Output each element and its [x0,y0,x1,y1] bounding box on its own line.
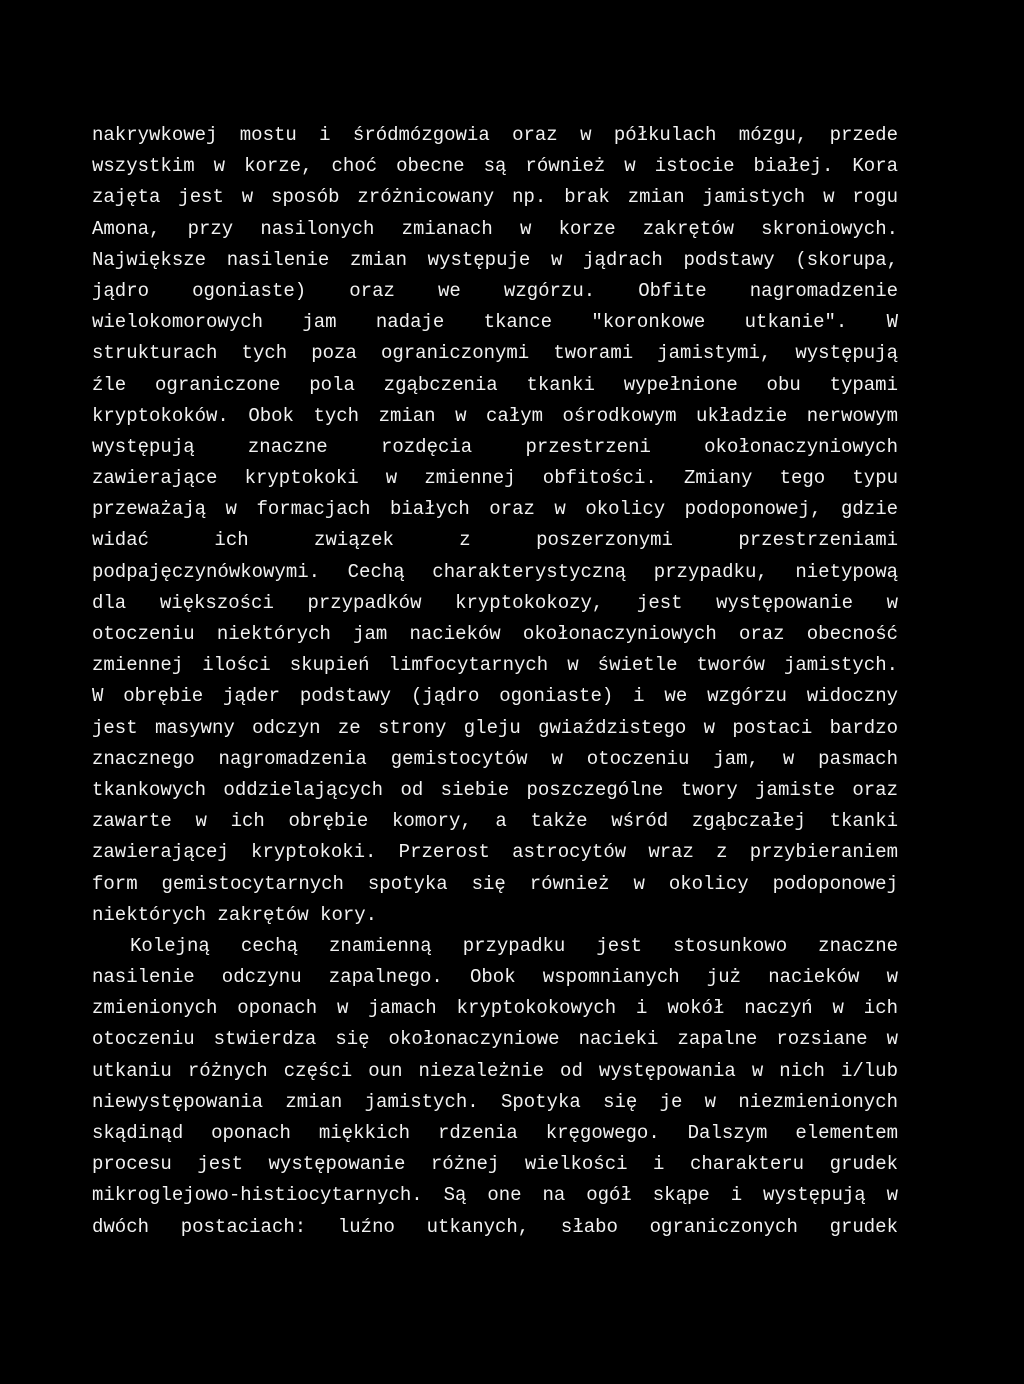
text-line: Największe nasilenie zmian występuje w jądrach podstawy (skorupa, [92,248,898,271]
text-line: otoczeniu stwierdza się okołonaczyniowe nacieki zapalne rozsiane w [92,1028,898,1051]
document-page [92,120,898,1243]
text-line: kryptokoków. Obok tych zmian w całym ośrodkowym układzie nerwowym [92,404,898,427]
text-line: wielokomorowych jam nadaje tkance "koronkowe utkanie". W [92,311,898,334]
text-line: W obrębie jąder podstawy (jądro ogoniaste) i we wzgórzu widoczny [92,685,898,708]
text-line: jest masywny odczyn ze strony gleju gwiaździstego w postaci bardzo [92,716,898,739]
text-line: niektórych zakrętów kory. [92,903,378,926]
text-line: tkankowych oddzielających od siebie poszczególne twory jamiste oraz [92,778,898,801]
text-line: form gemistocytarnych spotyka się również w okolicy podoponowej [92,872,898,895]
text-line: przeważają w formacjach białych oraz w okolicy podoponowej, gdzie [92,498,898,521]
text-line: zmiennej ilości skupień limfocytarnych w świetle tworów jamistych. [92,654,898,677]
text-line: nakrywkowej mostu i śródmózgowia oraz w półkulach mózgu, przede [92,124,898,146]
text-line: niewystępowania zmian jamistych. Spotyka się je w niezmienionych [92,1090,898,1113]
text-line: źle ograniczone pola zgąbczenia tkanki wypełnione obu typami [92,373,898,396]
text-line: podpajęczynówkowymi. Cechą charakterystyczną przypadku, nietypową [92,560,898,583]
text-line: dla większości przypadków kryptokokozy, jest występowanie w [92,591,898,614]
text-line: procesu jest występowanie różnej wielkości i charakteru grudek [92,1153,898,1176]
text-line: występują znaczne rozdęcia przestrzeni okołonaczyniowych [92,435,898,458]
paragraph-1 [92,120,898,931]
text-line: zawierające kryptokoki w zmiennej obfitości. Zmiany tego typu [92,467,898,490]
text-line: dwóch postaciach: luźno utkanych, słabo ograniczonych grudek [92,1215,898,1238]
text-line: jądro ogoniaste) oraz we wzgórzu. Obfite nagromadzenie [92,279,898,302]
text-line: nasilenie odczynu zapalnego. Obok wspomnianych już nacieków w [92,966,898,989]
paragraph-2 [92,931,898,1243]
text-line: wszystkim w korze, choć obecne są również w istocie białej. Kora [92,155,898,178]
text-line: znacznego nagromadzenia gemistocytów w otoczeniu jam, w pasmach [92,747,898,770]
text-line: zawarte w ich obrębie komory, a także wśród zgąbczałej tkanki [92,810,898,833]
text-line: strukturach tych poza ograniczonymi tworami jamistymi, występują [92,342,898,365]
text-line: zmienionych oponach w jamach kryptokokowych i wokół naczyń w ich [92,997,898,1020]
text-line: zajęta jest w sposób zróżnicowany np. brak zmian jamistych w rogu [92,186,898,209]
text-line: zawierającej kryptokoki. Przerost astrocytów wraz z przybieraniem [92,841,898,864]
text-line: skądinąd oponach miękkich rdzenia kręgowego. Dalszym elementem [92,1122,898,1144]
text-line: mikroglejowo-histiocytarnych. Są one na ogół skąpe i występują w [92,1184,898,1207]
text-line: Kolejną cechą znamienną przypadku jest stosunkowo znaczne [130,934,898,957]
text-line: widać ich związek z poszerzonymi przestrzeniami [92,529,898,552]
text-line: Amona, przy nasilonych zmianach w korze zakrętów skroniowych. [92,217,898,240]
text-line: otoczeniu niektórych jam nacieków okołonaczyniowych oraz obecność [92,623,898,645]
text-line: utkaniu różnych części oun niezależnie od występowania w nich i/lub [92,1059,898,1082]
